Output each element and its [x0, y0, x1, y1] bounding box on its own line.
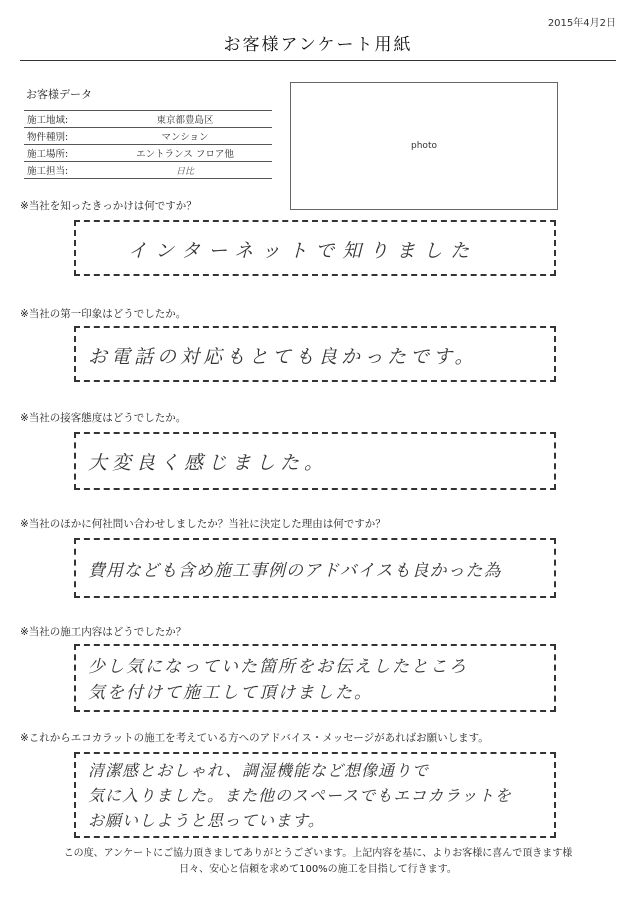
- answer-box-5: [74, 644, 556, 712]
- field-label: 物件種別:: [24, 128, 98, 145]
- answer-box-4: [74, 538, 556, 598]
- answer-line: 清潔感とおしゃれ、調湿機能など想像通りで: [88, 761, 429, 780]
- table-row: [24, 162, 272, 179]
- answer-line: 費用なども含め施工事例のアドバイスも良かった為: [88, 561, 502, 581]
- question-label-4: ※当社のほかに何社問い合わせしましたか？当社に決定した理由は何ですか？: [20, 518, 386, 530]
- customer-data-table: [24, 110, 272, 179]
- answer-box-2: [74, 326, 556, 382]
- answer-line: お電話の対応もとても良かったです。: [88, 346, 478, 368]
- footer-line: 日々、安心と信頼を求めて100%の施工を目指して行きます。: [179, 864, 457, 875]
- title-rule: [20, 60, 616, 61]
- table-row: [24, 128, 272, 145]
- table-row: [24, 145, 272, 162]
- answer-line: 大変良く感じました。: [88, 452, 329, 474]
- table-row: [24, 111, 272, 128]
- question-label-6: ※これからエコカラットの施工を考えている方へのアドバイス・メッセージがあればお願いします。: [20, 732, 489, 744]
- answer-line: 気に入りました。また他のスペースでもエコカラットを: [88, 786, 512, 805]
- question-label-2: ※当社の第一印象はどうでしたか。: [20, 308, 187, 320]
- field-label: 施工場所:: [24, 145, 98, 162]
- answer-line: 少し気になっていた箇所をお伝えしたところ: [88, 657, 468, 677]
- question-label-5: ※当社の施工内容はどうでしたか？: [20, 626, 187, 638]
- answer-box-6: [74, 752, 556, 838]
- question-label-1: ※当社を知ったきっかけは何ですか？: [20, 200, 197, 212]
- page-title: お客様アンケート用紙: [223, 35, 413, 55]
- field-value: マンション: [98, 128, 272, 145]
- answer-box-3: [74, 432, 556, 490]
- date: 2015年4月2日: [547, 18, 616, 29]
- question-label-3: ※当社の接客態度はどうでしたか。: [20, 412, 187, 424]
- field-label: 施工担当:: [24, 162, 98, 179]
- answer-line: お願いしようと思っています。: [88, 811, 325, 830]
- field-value: 日比: [98, 162, 272, 179]
- field-value: エントランス フロア他: [98, 145, 272, 162]
- answer-box-1: [74, 220, 556, 276]
- footer-message: [20, 846, 616, 878]
- photo-label: photo: [411, 141, 437, 151]
- answer-line: インターネットで知りました: [128, 240, 478, 262]
- customer-data-heading: お客様データ: [26, 88, 92, 101]
- field-label: 施工地域:: [24, 111, 98, 128]
- answer-line: 気を付けて施工して頂けました。: [88, 683, 373, 703]
- photo-box: [290, 82, 558, 210]
- field-value: 東京都豊島区: [98, 111, 272, 128]
- footer-line: この度、アンケートにご協力頂きましてありがとうございます。上記内容を基に、よりお客様に喜んで頂きます様: [63, 848, 573, 859]
